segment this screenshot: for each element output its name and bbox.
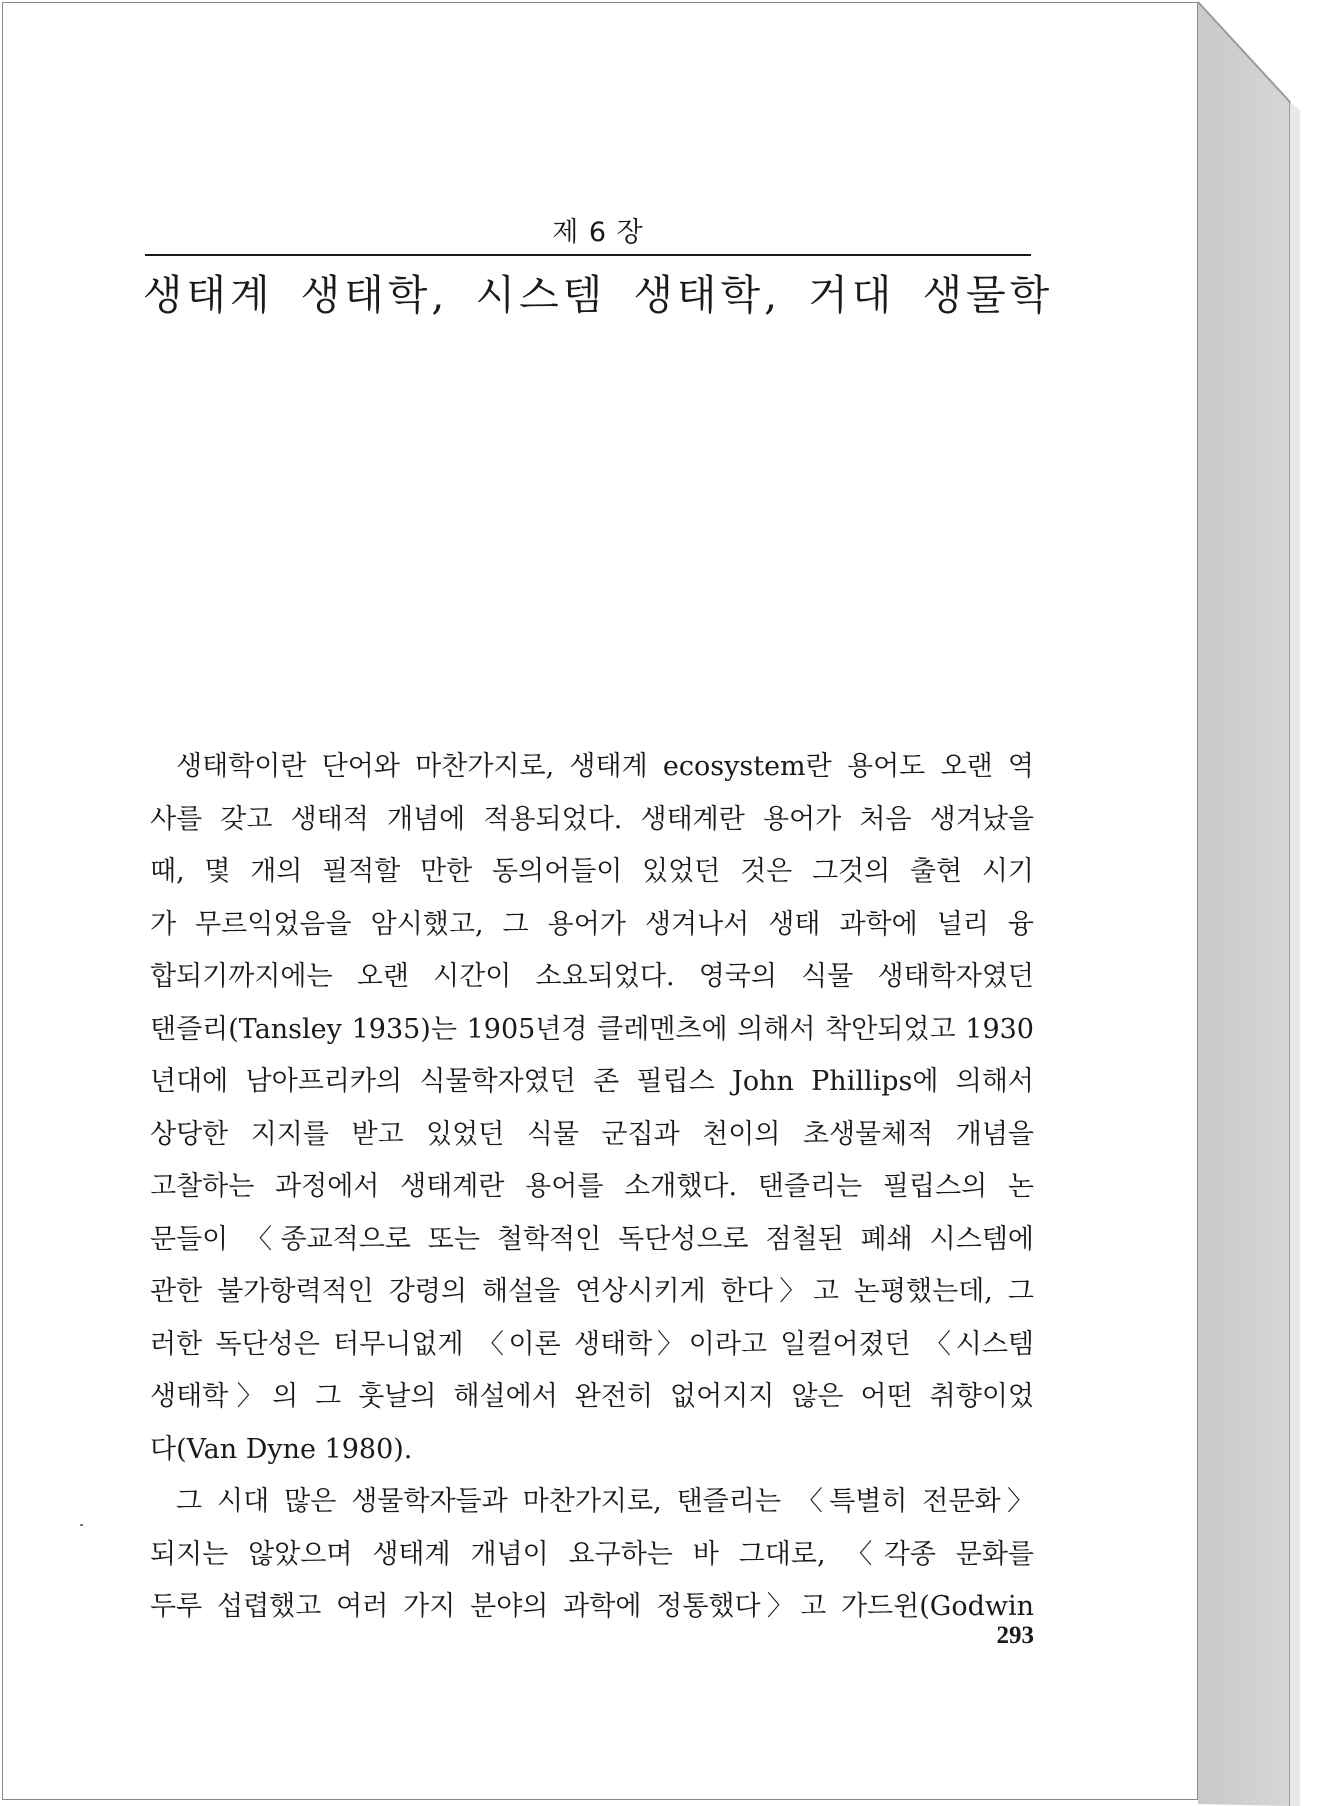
text-line: 고찰하는 과정에서 생태계란 용어를 소개했다. 탠즐리는 필립스의 논	[150, 1171, 1034, 1202]
chapter-divider	[145, 254, 1031, 256]
text-line: 되지는 않았으며 생태계 개념이 요구하는 바 그대로, 〈각종 문화를	[150, 1538, 1034, 1570]
text-line: 년대에 남아프리카의 식물학자였던 존 필립스 John Phillips에 의해서	[150, 1066, 1034, 1097]
text-line: 두루 섭렵했고 여러 가지 분야의 과학에 정통했다〉고 가드윈(Godwin	[150, 1591, 1034, 1622]
text-line: 생태학이란 단어와 마찬가지로, 생태계 ecosystem란 용어도 오랜 역	[176, 751, 1034, 782]
text-line: 러한 독단성은 터무니없게 〈이론 생태학〉이라고 일컬어졌던 〈시스템	[150, 1328, 1034, 1360]
text-line: 상당한 지지를 받고 있었던 식물 군집과 천이의 초생물체적 개념을	[150, 1118, 1034, 1150]
scan-speck	[80, 1524, 83, 1526]
text-line: 합되기까지에는 오랜 시간이 소요되었다. 영국의 식물 생태학자였던	[150, 961, 1034, 992]
text-line: 사를 갖고 생태적 개념에 적용되었다. 생태계란 용어가 처음 생겨났을	[150, 803, 1034, 835]
text-line: 그 시대 많은 생물학자들과 마찬가지로, 탠즐리는 〈특별히 전문화〉	[176, 1486, 1034, 1517]
text-line: 생태학〉의 그 훗날의 해설에서 완전히 없어지지 않은 어떤 취향이었	[150, 1381, 1034, 1412]
text-line: 관한 불가항력적인 강령의 해설을 연상시키게 한다〉고 논평했는데, 그	[150, 1276, 1034, 1307]
text-line: 때, 몇 개의 필적할 만한 동의어들이 있었던 것은 그것의 출현 시기	[150, 856, 1034, 887]
body-text	[150, 741, 1034, 1634]
text-line: 문들이 〈종교적으로 또는 철학적인 독단성으로 점철된 폐쇄 시스템에	[150, 1223, 1034, 1255]
text-line: 가 무르익었음을 암시했고, 그 용어가 생겨나서 생태 과학에 널리 융	[150, 908, 1034, 940]
text-line: 다(Van Dyne 1980).	[150, 1433, 413, 1465]
chapter-label: 제 6 장	[552, 217, 644, 248]
page-number: 293	[996, 1622, 1034, 1649]
text-line: 탠즐리(Tansley 1935)는 1905년경 클레멘츠에 의해서 착안되었고 1930	[150, 1013, 1034, 1045]
chapter-title: 생태계 생태학, 시스템 생태학, 거대 생물학	[142, 271, 1054, 319]
